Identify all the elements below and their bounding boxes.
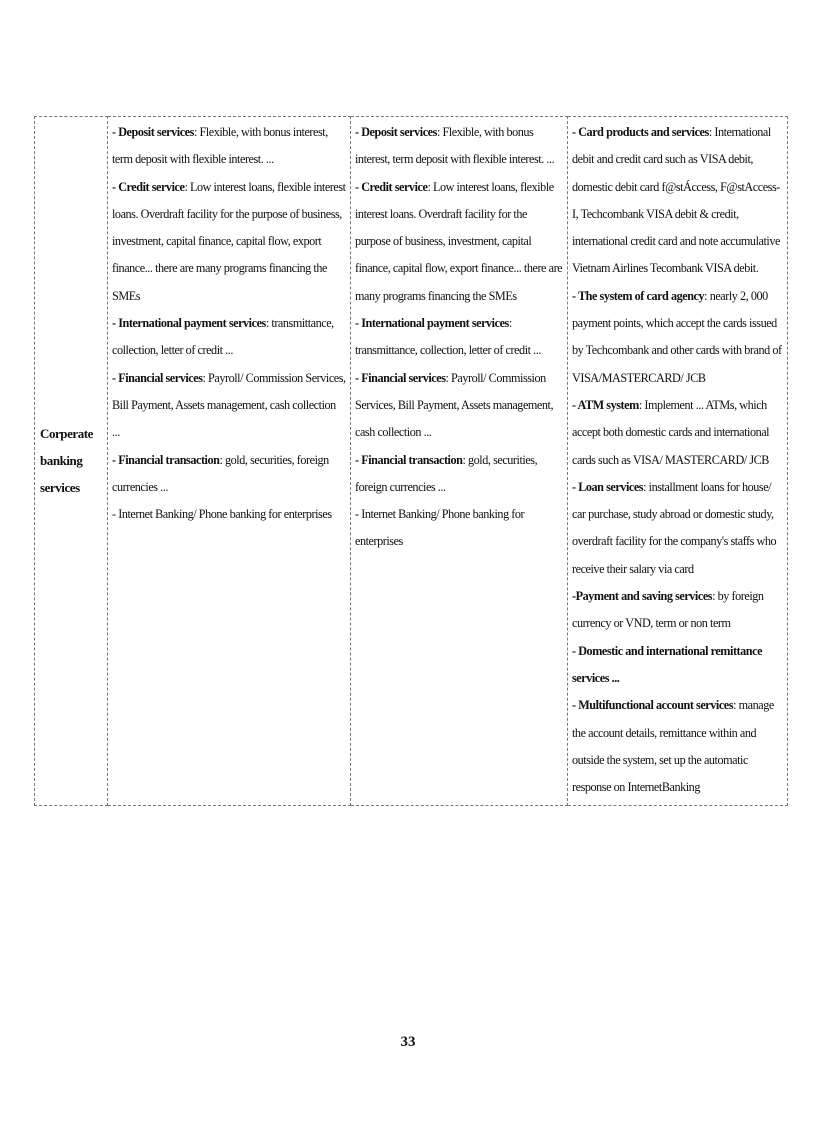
remittance-item [572,638,783,693]
item-title: - ATM system [572,397,639,412]
item-text: : by foreign currency or VND, term or non term [572,589,764,631]
payment-saving-item [572,583,783,638]
item-title: - Financial services [355,370,446,385]
loan-services-item [572,474,783,583]
international-payment-item [112,310,346,365]
international-payment-item [355,310,563,365]
item-title: - Credit service [112,179,185,194]
corporate-banking-row [35,117,788,806]
financial-services-item [112,365,346,447]
row-label-line-2: banking [40,452,83,468]
item-title: - Credit service [355,179,428,194]
item-title: - Financial services [112,370,203,385]
item-text: : International debit and credit card such as VISA debit, domestic debit card f@stÁccess, F@stAccess-I, Techcombank VISA debit & credit, international credit card and note accumulative Vietnam Airlines Tecombank VISA debit. [572,125,780,276]
item-title: - Loan services [572,479,644,494]
financial-transaction-item [355,447,563,502]
services-column-2 [351,117,568,806]
item-text: : gold, securities, foreign currencies ... [112,452,329,494]
item-text: : Flexible, with bonus interest, term deposit with flexible interest. ... [112,125,328,167]
item-title: - Financial transaction [112,452,220,467]
credit-service-item [112,174,346,310]
atm-system-item [572,392,783,474]
item-title: - Deposit services [112,125,194,139]
internet-banking-item: - Internet Banking/ Phone banking for enterprises [112,507,332,522]
multifunctional-account-item [572,692,783,801]
item-title: - Deposit services [355,125,437,139]
item-text: : Implement ... ATMs, which accept both domestic cards and international cards such as VISA/ MASTERCARD/ JCB [572,397,770,467]
row-label-line-3: services [40,479,80,495]
item-text: : Payroll/ Commission Services, Bill Payment, Assets management, cash collection ... [112,370,346,440]
item-text: : transmittance, collection, letter of credit ... [355,316,541,358]
item-title: - International payment services [112,316,266,331]
item-text: : installment loans for house/ car purchase, study abroad or domestic study, overdraft facility for the company's staffs who receive their salary via card [572,479,777,576]
page-number: 33 [400,1034,416,1050]
card-agency-item [572,283,783,392]
services-column-3 [568,117,788,806]
financial-transaction-item [112,447,346,502]
row-label-cell [35,117,108,806]
item-text: : nearly 2, 000 payment points, which accept the cards issued by Techcombank and other cards with brand of VISA/MASTERCARD/ JCB [572,288,782,385]
deposit-services-item [355,119,563,174]
item-title: - Domestic and international remittance services ... [572,643,763,685]
item-title: -Payment and saving services [572,589,713,604]
item-title: - Multifunctional account services [572,698,734,713]
item-text: : Flexible, with bonus interest, term deposit with flexible interest. ... [355,125,555,167]
item-title: - The system of card agency [572,288,705,303]
item-text: : Low interest loans, flexible interest loans. Overdraft facility for the purpose of business, investment, capital finance, capital flow, export finance... there are many programs financing the SMEs [355,179,563,303]
services-column-1 [108,117,351,806]
row-label-line-1: Corperate [40,425,93,441]
services-table [34,116,788,806]
item-title: - International payment services [355,316,509,331]
card-products-item [572,119,783,283]
item-text: : gold, securities, foreign currencies ... [355,452,538,494]
credit-service-item [355,174,563,310]
internet-banking-item: - Internet Banking/ Phone banking for enterprises [355,507,525,549]
item-title: - Card products and services [572,125,709,139]
item-title: - Financial transaction [355,452,463,467]
item-text: : transmittance, collection, letter of credit ... [112,316,334,358]
financial-services-item [355,365,563,447]
item-text: : Payroll/ Commission Services, Bill Payment, Assets management, cash collection ... [355,370,554,440]
item-text: : Low interest loans, flexible interest loans. Overdraft facility for the purpose of business, investment, capital finance, capital flow, export finance... there are many programs financing the SMEs [112,179,346,303]
deposit-services-item [112,119,346,174]
item-text: : manage the account details, remittance within and outside the system, set up the automatic response on InternetBanking [572,698,774,795]
